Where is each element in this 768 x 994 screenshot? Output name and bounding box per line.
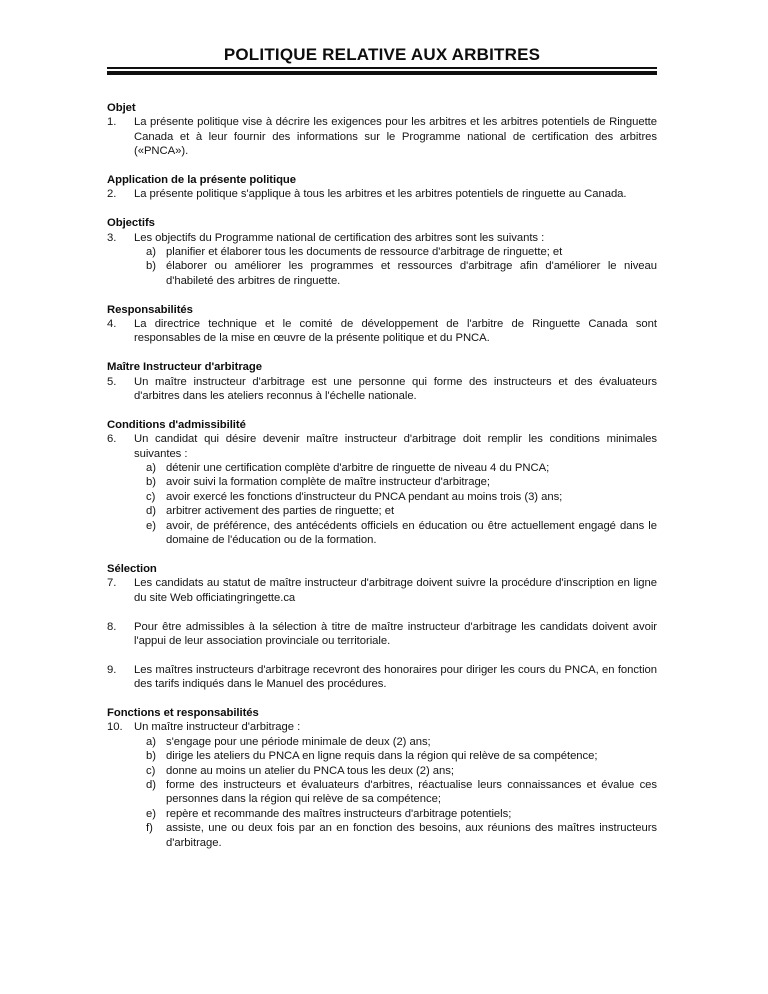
policy-section — [107, 173, 657, 202]
item-body — [134, 231, 657, 289]
section-heading: Conditions d'admissibilité — [107, 418, 246, 431]
page-title: POLITIQUE RELATIVE AUX ARBITRES — [223, 45, 541, 64]
subitem-text: avoir, de préférence, des antécédents officiels en éducation ou être actuellement engagé dans le domaine de l'éducation ou de la formation. — [166, 519, 657, 547]
lettered-subitem — [146, 259, 657, 288]
lettered-subitem — [146, 504, 657, 518]
title-divider — [107, 67, 657, 75]
lettered-subitem — [146, 475, 657, 489]
document-header — [107, 45, 657, 75]
subitem-text: repère et recommande des maîtres instructeurs d'arbitrage potentiels; — [166, 807, 512, 820]
lettered-subitem — [146, 735, 657, 749]
subitem-letter: b) — [146, 476, 156, 489]
policy-section — [107, 360, 657, 403]
lettered-subitem — [146, 821, 657, 850]
subitem-text: élaborer ou améliorer les programmes et ressources d'arbitrage afin d'améliorer le niveau d'habileté des arbitres de ringuette. — [166, 260, 657, 287]
item-number: 7. — [107, 577, 117, 590]
policy-section — [107, 562, 657, 692]
document-body — [107, 101, 657, 850]
subitem-text: détenir une certification complète d'arbitre de ringuette de niveau 4 du PNCA; — [166, 462, 550, 475]
item-text: La présente politique s'applique à tous les arbitres et les arbitres potentiels de ringuette au Canada. — [134, 188, 627, 201]
subitem-letter: a) — [146, 462, 156, 475]
lettered-subitem — [146, 519, 657, 548]
lettered-subitem — [146, 749, 657, 763]
subitem-letter: b) — [146, 750, 156, 763]
policy-section — [107, 303, 657, 346]
subitem-text: avoir exercé les fonctions d'instructeur du PNCA pendant au moins trois (3) ans; — [166, 490, 563, 503]
lettered-subitem — [146, 461, 657, 475]
lettered-subitem — [146, 245, 657, 259]
subitem-text: arbitrer activement des parties de ringuette; et — [166, 505, 395, 518]
numbered-item — [107, 576, 657, 605]
lettered-subitem — [146, 490, 657, 504]
subitem-letter: a) — [146, 246, 156, 259]
numbered-item — [107, 620, 657, 649]
section-heading: Responsabilités — [107, 303, 193, 316]
item-number: 3. — [107, 231, 117, 244]
item-body — [134, 663, 657, 692]
numbered-item — [107, 317, 657, 346]
item-text: Les candidats au statut de maître instructeur d'arbitrage doivent suivre la procédure d'inscription en ligne du site Web officiatingringette.ca — [134, 577, 657, 604]
subitem-letter: d) — [146, 778, 156, 791]
item-body — [134, 720, 657, 850]
subitem-text: avoir suivi la formation complète de maître instructeur d'arbitrage; — [166, 476, 491, 489]
section-heading: Objet — [107, 102, 136, 114]
item-text: Un maître instructeur d'arbitrage : — [134, 721, 301, 734]
subitem-letter: e) — [146, 807, 156, 820]
section-heading: Objectifs — [107, 217, 155, 230]
numbered-item — [107, 231, 657, 289]
subitem-letter: f) — [146, 822, 153, 835]
item-body — [134, 187, 657, 201]
subitem-text: dirige les ateliers du PNCA en ligne requis dans la région qui relève de sa compétence; — [166, 750, 598, 763]
section-heading: Application de la présente politique — [107, 174, 297, 187]
section-heading: Maître Instructeur d'arbitrage — [107, 361, 262, 374]
subitem-text: s'engage pour une période minimale de deux (2) ans; — [166, 735, 431, 748]
item-body — [134, 375, 657, 404]
item-number: 9. — [107, 663, 117, 676]
item-text: La présente politique vise à décrire les exigences pour les arbitres et les arbitres potentiels de Ringuette Canada et à leur fournir des informations sur le Programme national de certification des arbitres («PNCA»). — [134, 116, 657, 158]
subitem-letter: b) — [146, 260, 156, 273]
item-text: Un maître instructeur d'arbitrage est une personne qui forme des instructeurs et des évaluateurs d'arbitres dans les ateliers reconnus à l'échelle nationale. — [134, 375, 657, 403]
numbered-item — [107, 720, 657, 850]
subitem-letter: a) — [146, 735, 156, 748]
item-text: Un candidat qui désire devenir maître instructeur d'arbitrage doit remplir les conditions minimales suivantes : — [134, 433, 657, 460]
numbered-item — [107, 663, 657, 692]
lettered-subitem — [146, 778, 657, 807]
item-number: 1. — [107, 116, 117, 129]
subitem-text: forme des instructeurs et évaluateurs d'arbitres, réactualise leurs connaissances et évalue ces personnes dans la région qui relève de sa compétence; — [166, 778, 657, 806]
item-text: Les maîtres instructeurs d'arbitrage recevront des honoraires pour diriger les cours du PNCA, en fonction des tarifs indiqués dans le Manuel des procédures. — [134, 663, 657, 691]
subitem-letter: d) — [146, 505, 156, 518]
lettered-subitem — [146, 807, 657, 821]
numbered-item — [107, 115, 657, 158]
numbered-item — [107, 432, 657, 547]
item-body — [134, 620, 657, 649]
subitem-letter: c) — [146, 764, 156, 777]
item-number: 10. — [107, 721, 123, 734]
subitem-letter: c) — [146, 490, 156, 503]
item-number: 6. — [107, 433, 117, 446]
item-number: 8. — [107, 620, 117, 633]
item-text: Pour être admissibles à la sélection à titre de maître instructeur d'arbitrage les candidats doivent avoir l'appui de leur association provinciale ou territoriale. — [134, 620, 657, 647]
section-heading: Sélection — [107, 562, 157, 575]
item-text: Les objectifs du Programme national de certification des arbitres sont les suivants : — [134, 231, 545, 244]
policy-section — [107, 101, 657, 159]
item-text: La directrice technique et le comité de développement de l'arbitre de Ringuette Canada sont responsables de la mise en œuvre de la présente politique et du PNCA. — [134, 318, 657, 345]
numbered-item — [107, 187, 657, 201]
subitem-letter: e) — [146, 519, 156, 532]
item-body — [134, 576, 657, 605]
item-body — [134, 317, 657, 346]
policy-section — [107, 418, 657, 548]
policy-section — [107, 706, 657, 850]
lettered-subitem — [146, 764, 657, 778]
subitem-text: donne au moins un atelier du PNCA tous les deux (2) ans; — [166, 764, 454, 777]
item-body — [134, 115, 657, 158]
item-body — [134, 432, 657, 547]
item-number: 5. — [107, 375, 117, 388]
subitem-text: planifier et élaborer tous les documents de ressource d'arbitrage de ringuette; et — [166, 246, 563, 259]
policy-section — [107, 216, 657, 288]
section-heading: Fonctions et responsabilités — [107, 706, 259, 719]
item-number: 2. — [107, 188, 117, 201]
item-number: 4. — [107, 318, 117, 331]
subitem-text: assiste, une ou deux fois par an en fonction des besoins, aux réunions des maîtres instructeurs d'arbitrage. — [166, 822, 657, 849]
numbered-item — [107, 375, 657, 404]
